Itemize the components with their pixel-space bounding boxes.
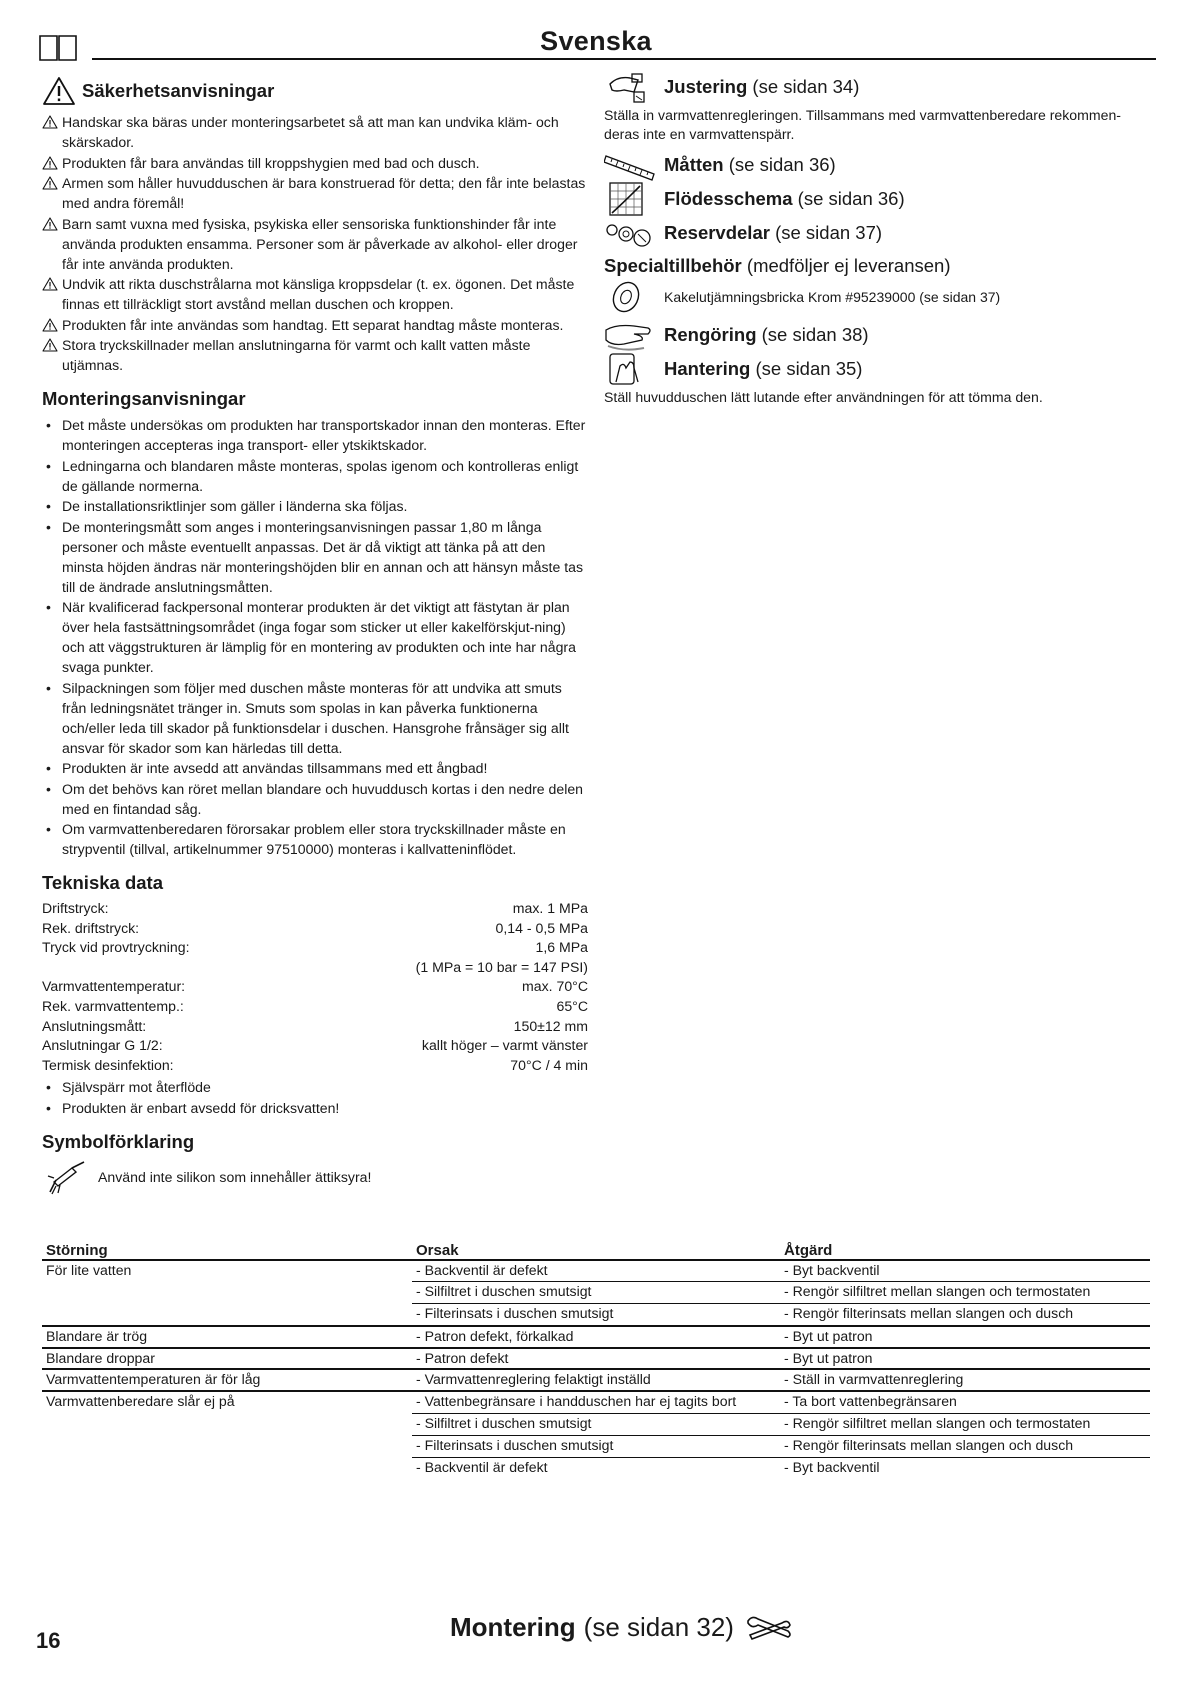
tech-label: Tryck vid provtryckning: xyxy=(42,939,190,956)
symbol-row xyxy=(42,1158,588,1196)
tech-title: Tekniska data xyxy=(42,872,163,893)
tech-bullets xyxy=(42,1077,588,1118)
fault-cell xyxy=(42,1435,412,1457)
table-row xyxy=(42,1260,1150,1282)
table-row xyxy=(42,1369,1150,1391)
tech-value: 1,6 MPa xyxy=(535,939,588,956)
tech-row xyxy=(42,1017,588,1037)
adjustment-icon xyxy=(604,70,658,104)
safety-item xyxy=(42,173,588,213)
handling-title: Hantering xyxy=(664,358,751,379)
fault-cell: Varmvattentemperaturen är för låg xyxy=(42,1369,412,1391)
safety-title: Säkerhetsanvisningar xyxy=(82,80,275,101)
cause-cell: - Varmvattenreglering felaktigt inställd xyxy=(412,1369,780,1391)
tech-row xyxy=(42,938,588,958)
safety-item xyxy=(42,315,588,335)
tech-label: Driftstryck: xyxy=(42,900,109,916)
handling-desc: Ställ huvudduschen lätt lutande efter användningen för att tömma den. xyxy=(604,389,1043,405)
mounting-item-text: Silpackningen som följer med duschen måste monteras för att undvika att smuts från ledningsnätet tränger in. Smuts som spolas in kan påverka funktionerna och/eller leda till skador på funktionsdelar i duschen. Hansgrohe frånsäger sig allt ansvar för skador som kan härledas till detta. xyxy=(62,679,569,756)
remedy-cell: - Rengör filterinsats mellan slangen och dusch xyxy=(780,1304,1150,1326)
remedy-cell: - Ställ in varmvattenreglering xyxy=(780,1369,1150,1391)
footer-ref: (se sidan 32) xyxy=(583,1612,734,1642)
adjust-desc: Ställa in varmvattenregleringen. Tillsammans med varmvattenberedare rekommen-deras inte en varmvattenspärr. xyxy=(604,107,1121,142)
tile-washer-icon xyxy=(604,280,658,314)
warning-small-icon xyxy=(42,115,58,129)
remedy-cell: - Ta bort vattenbegränsaren xyxy=(780,1391,1150,1413)
tech-row xyxy=(42,1056,588,1076)
mounting-list xyxy=(42,415,588,859)
footer-title-main: Montering xyxy=(450,1612,576,1642)
tech-row xyxy=(42,1036,588,1056)
fault-cell: Varmvattenberedare slår ej på xyxy=(46,1393,235,1410)
flow-chart-icon xyxy=(604,182,658,216)
adjust-ref: (se sidan 34) xyxy=(752,76,860,97)
mounting-item-text: Produkten är inte avsedd att användas tillsammans med ett ångbad! xyxy=(62,760,488,776)
clean-title: Rengöring xyxy=(664,324,757,345)
tech-value: 0,14 - 0,5 MPa xyxy=(495,919,588,936)
table-header-row xyxy=(42,1240,1150,1260)
footer-title xyxy=(450,1612,794,1643)
safety-heading xyxy=(42,76,588,106)
cleaning-hand-icon xyxy=(604,318,658,352)
fault-cell xyxy=(42,1413,412,1435)
mounting-title: Monteringsanvisningar xyxy=(42,388,246,409)
tech-bullet xyxy=(42,1098,588,1118)
dims-ref: (se sidan 36) xyxy=(728,154,836,175)
wrench-icon xyxy=(744,1613,794,1643)
table-row xyxy=(42,1326,1150,1348)
spare-parts-icon xyxy=(604,216,658,250)
safety-item xyxy=(42,112,588,152)
tech-value: 65°C xyxy=(556,997,588,1014)
fault-cell xyxy=(42,1457,412,1479)
right-column xyxy=(604,70,1156,411)
handling-section xyxy=(604,352,1156,386)
adjust-title: Justering xyxy=(664,76,748,97)
page-number: 16 xyxy=(36,1628,61,1653)
special-title: Specialtillbehör xyxy=(604,255,742,276)
cause-cell: - Vattenbegränsare i handduschen har ej tagits bort xyxy=(412,1391,780,1413)
safety-item-text: Produkten får bara användas till kroppshygien med bad och dusch. xyxy=(62,154,480,171)
cause-cell: - Patron defekt xyxy=(412,1348,780,1370)
fault-cell xyxy=(42,1304,412,1326)
tech-label: Anslutningar G 1/2: xyxy=(42,1037,163,1054)
warning-triangle-icon xyxy=(42,76,76,106)
flow-section xyxy=(604,182,1156,216)
safety-item-text: Armen som håller huvudduschen är bara konstruerad för detta; den får inte belastas med andra föremål! xyxy=(62,175,586,211)
handling-hand-icon xyxy=(604,352,658,386)
mounting-item xyxy=(42,456,588,496)
table-row xyxy=(42,1282,1150,1304)
mounting-item-text: Det måste undersökas om produkten har transportskador innan den monteras. Efter monteringen accepteras inga transport- eller ytskiktskador. xyxy=(62,417,586,453)
tech-bullet xyxy=(42,1077,588,1097)
special-item-text: Kakelutjämningsbricka Krom #95239000 (se sidan 37) xyxy=(664,289,1001,305)
tech-row xyxy=(42,997,588,1017)
safety-item-text: Stora tryckskillnader mellan anslutningarna för varmt och kallt vatten måste utjämnas. xyxy=(62,337,531,373)
tech-value: max. 70°C xyxy=(522,978,588,995)
tech-bullet-text: Självspärr mot återflöde xyxy=(62,1079,211,1096)
fault-cell xyxy=(42,1282,412,1304)
warning-small-icon xyxy=(42,277,58,291)
safety-list xyxy=(42,112,588,375)
remedy-cell: - Rengör silfiltret mellan slangen och termostaten xyxy=(780,1282,1150,1304)
safety-item-text: Produkten får inte användas som handtag. Ett separat handtag måste monteras. xyxy=(62,316,564,333)
troubleshooting-table xyxy=(42,1240,1150,1479)
table-row xyxy=(42,1348,1150,1370)
silicone-gun-icon xyxy=(42,1158,92,1196)
warning-small-icon xyxy=(42,338,58,352)
parts-section xyxy=(604,216,1156,250)
safety-item-text: Handskar ska bäras under monteringsarbetet så att man kan undvika kläm- och skärskador. xyxy=(62,114,559,150)
cause-cell: - Filterinsats i duschen smutsigt xyxy=(412,1304,780,1326)
tech-value: 150±12 mm xyxy=(513,1017,588,1034)
special-item xyxy=(604,280,1156,314)
warning-small-icon xyxy=(42,318,58,332)
adjust-section xyxy=(604,70,1156,104)
mounting-item-text: De monteringsmått som anges i monteringsanvisningen passar 1,80 m långa personer och måste eventuellt anpassas. Det är då viktigt att tänka på att den minsta höjden ändras när monteringshöjden blir en annan och att hänsyn måste tas till de ändrade anslutningsmåtten. xyxy=(62,518,584,595)
mounting-item xyxy=(42,758,588,778)
table-row xyxy=(42,1304,1150,1326)
mounting-item-text: Om det behövs kan röret mellan blandare och huvuddusch kortas i den nedre delen med en fintandad såg. xyxy=(62,780,584,817)
clean-section xyxy=(604,318,1156,352)
symbols-title: Symbolförklaring xyxy=(42,1130,195,1152)
table-row xyxy=(42,1413,1150,1435)
mounting-item-text: Om varmvattenberedaren förorsakar problem eller stora tryckskillnader måste en strypventil (tillval, artikelnummer 97510000) monteras i kallvatteninflödet. xyxy=(62,821,566,857)
parts-ref: (se sidan 37) xyxy=(775,222,883,243)
tech-label: Rek. driftstryck: xyxy=(42,919,140,936)
cause-cell: - Silfiltret i duschen smutsigt xyxy=(412,1282,780,1304)
remedy-cell: - Byt ut patron xyxy=(780,1326,1150,1348)
tech-value: 70°C / 4 min xyxy=(510,1056,588,1073)
fault-cell: För lite vatten xyxy=(46,1262,132,1278)
mounting-item xyxy=(42,496,588,516)
header-fault: Störning xyxy=(42,1240,412,1260)
safety-item xyxy=(42,214,588,274)
tech-label: Anslutningsmått: xyxy=(42,1017,147,1034)
tech-note: (1 MPa = 10 bar = 147 PSI) xyxy=(415,958,588,975)
symbol-text: Använd inte silikon som innehåller ättiksyra! xyxy=(98,1168,372,1185)
handling-ref: (se sidan 35) xyxy=(755,358,863,379)
safety-item xyxy=(42,274,588,314)
mounting-item xyxy=(42,678,588,758)
flow-ref: (se sidan 36) xyxy=(797,188,905,209)
mounting-item xyxy=(42,415,588,455)
mounting-item xyxy=(42,819,588,859)
cause-cell: - Filterinsats i duschen smutsigt xyxy=(412,1435,780,1457)
tech-table-2 xyxy=(42,977,588,1075)
safety-item-text: Barn samt vuxna med fysiska, psykiska eller sensoriska funktionshinder får inte använda produkten ensamma. Personer som är påverkade av alkohol- eller droger får inte använda produkten. xyxy=(62,215,578,272)
table-row xyxy=(42,1435,1150,1457)
safety-item xyxy=(42,153,588,173)
mounting-item-text: De installationsriktlinjer som gäller i länderna ska följas. xyxy=(62,498,408,514)
remedy-cell: - Rengör filterinsats mellan slangen och dusch xyxy=(780,1435,1150,1457)
safety-item xyxy=(42,335,588,375)
mounting-item xyxy=(42,779,588,819)
remedy-cell: - Byt backventil xyxy=(784,1458,880,1475)
remedy-cell: - Byt backventil xyxy=(780,1260,1150,1282)
dims-title: Måtten xyxy=(664,154,724,175)
parts-title: Reservdelar xyxy=(664,222,770,243)
cause-cell: - Silfiltret i duschen smutsigt xyxy=(412,1413,780,1435)
remedy-cell: - Byt ut patron xyxy=(780,1348,1150,1370)
mounting-item xyxy=(42,597,588,677)
clean-ref: (se sidan 38) xyxy=(761,324,869,345)
fault-cell: Blandare är trög xyxy=(42,1326,412,1348)
tech-label: Varmvattentemperatur: xyxy=(42,978,186,995)
left-column xyxy=(42,76,588,1196)
tech-row xyxy=(42,899,588,919)
tech-table xyxy=(42,899,588,958)
tech-label: Rek. varmvattentemp.: xyxy=(42,997,184,1014)
special-ref: (medföljer ej leveransen) xyxy=(746,255,951,276)
mounting-item xyxy=(42,517,588,597)
mounting-item-text: Ledningarna och blandaren måste monteras, spolas igenom och kontrolleras enligt de gällande normerna. xyxy=(62,457,579,494)
tech-bullet-text: Produkten är enbart avsedd för dricksvatten! xyxy=(62,1099,340,1116)
safety-item-text: Undvik att rikta duschstrålarna mot känsliga kroppsdelar (t. ex. ögonen. Det måste finnas ett tillräckligt stort avstånd mellan duschen och kroppen. xyxy=(62,276,575,312)
cause-cell: - Backventil är defekt xyxy=(412,1260,780,1282)
mounting-item-text: När kvalificerad fackpersonal monterar produkten är det viktigt att fästytan är plan över hela fastsättningsområdet (inga fogar som sticker ut eller kakelförskjut-ning) och att väggstrukturen är lämplig för en montering av produkten och inte har några svaga punkter. xyxy=(62,599,576,675)
remedy-cell: - Rengör silfiltret mellan slangen och termostaten xyxy=(780,1413,1150,1435)
flow-title: Flödesschema xyxy=(664,188,793,209)
header-cause: Orsak xyxy=(412,1240,780,1260)
table-row xyxy=(42,1457,1150,1479)
ruler-icon xyxy=(604,148,658,182)
tech-value: max. 1 MPa xyxy=(512,900,588,916)
tech-label: Termisk desinfektion: xyxy=(42,1056,174,1073)
cause-cell: - Backventil är defekt xyxy=(416,1458,548,1475)
warning-small-icon xyxy=(42,176,58,190)
dims-section xyxy=(604,148,1156,182)
warning-small-icon xyxy=(42,156,58,170)
tech-row xyxy=(42,977,588,997)
page-header xyxy=(36,26,1156,60)
table-row xyxy=(42,1391,1150,1413)
cause-cell: - Patron defekt, förkalkad xyxy=(412,1326,780,1348)
tech-row xyxy=(42,919,588,939)
header-rule xyxy=(92,58,1156,60)
header-remedy: Åtgärd xyxy=(780,1240,1150,1260)
warning-small-icon xyxy=(42,217,58,231)
fault-cell: Blandare droppar xyxy=(42,1348,412,1370)
tech-value: kallt höger – varmt vänster xyxy=(421,1037,588,1054)
page-title: Svenska xyxy=(540,26,652,56)
